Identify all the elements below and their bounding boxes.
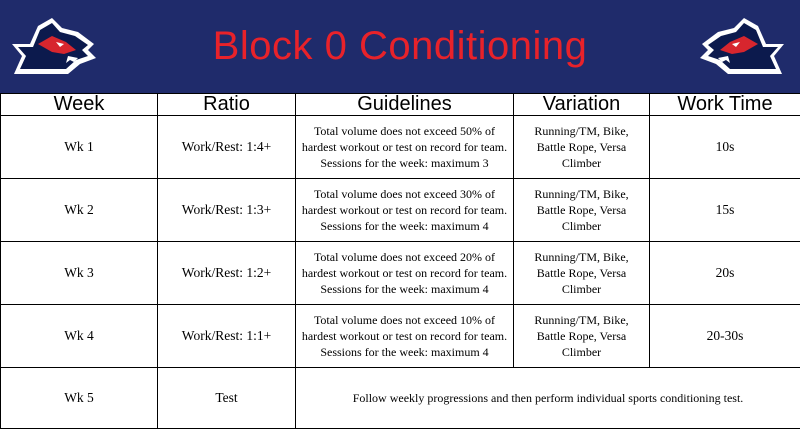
variation-line: Battle Rope, Versa <box>536 329 627 343</box>
ratio-cell: Work/Rest: 1:3+ <box>158 179 296 242</box>
guideline-line: hardest workout or test on record for team. <box>301 203 508 217</box>
variation-line: Battle Rope, Versa <box>536 203 627 217</box>
week-cell: Wk 4 <box>1 305 158 368</box>
work-time-cell: 20s <box>650 242 800 305</box>
table-row <box>1 179 800 242</box>
column-header-variation: Variation <box>514 94 650 116</box>
variation-line: Climber <box>561 156 602 170</box>
header-banner <box>0 0 800 93</box>
variation-line: Climber <box>561 219 602 233</box>
week-cell: Wk 1 <box>1 116 158 179</box>
guideline-line: Total volume does not exceed 30% of <box>313 187 496 201</box>
column-header-guidelines: Guidelines <box>296 94 514 116</box>
variation-line: Running/TM, Bike, <box>534 313 629 327</box>
guideline-line: Total volume does not exceed 20% of <box>313 250 496 264</box>
ratio-cell: Work/Rest: 1:1+ <box>158 305 296 368</box>
table-header-row <box>1 94 800 116</box>
week-cell: Wk 5 <box>1 368 158 429</box>
variation-line: Running/TM, Bike, <box>534 124 629 138</box>
work-time-cell: 10s <box>650 116 800 179</box>
variation-line: Battle Rope, Versa <box>536 266 627 280</box>
column-header-week: Week <box>1 94 158 116</box>
table-row <box>1 368 800 429</box>
guidelines-cell <box>296 305 514 368</box>
guideline-line: Total volume does not exceed 50% of <box>313 124 496 138</box>
work-time-cell: 15s <box>650 179 800 242</box>
variation-line: Climber <box>561 282 602 296</box>
week-cell: Wk 2 <box>1 179 158 242</box>
variation-line: Running/TM, Bike, <box>534 250 629 264</box>
ratio-cell: Work/Rest: 1:4+ <box>158 116 296 179</box>
conditioning-table <box>0 93 800 429</box>
table-row <box>1 116 800 179</box>
table-row <box>1 242 800 305</box>
guidelines-cell <box>296 179 514 242</box>
guideline-line: Sessions for the week: maximum 4 <box>320 282 489 296</box>
table-row <box>1 305 800 368</box>
page-title: Block 0 Conditioning <box>212 24 588 68</box>
variation-line: Battle Rope, Versa <box>536 140 627 154</box>
husky-logo-icon <box>694 14 788 80</box>
ratio-cell: Work/Rest: 1:2+ <box>158 242 296 305</box>
column-header-ratio: Ratio <box>158 94 296 116</box>
ratio-cell: Test <box>158 368 296 429</box>
test-note-cell: Follow weekly progressions and then perform individual sports conditioning test. <box>296 368 800 429</box>
variation-line: Climber <box>561 345 602 359</box>
guideline-line: hardest workout or test on record for team. <box>301 266 508 280</box>
guideline-line: Sessions for the week: maximum 3 <box>320 156 489 170</box>
guideline-line: hardest workout or test on record for team. <box>301 329 508 343</box>
guideline-line: hardest workout or test on record for team. <box>301 140 508 154</box>
column-header-work-time: Work Time <box>650 94 800 116</box>
guideline-line: Sessions for the week: maximum 4 <box>320 345 489 359</box>
guidelines-cell <box>296 242 514 305</box>
week-cell: Wk 3 <box>1 242 158 305</box>
work-time-cell: 20-30s <box>650 305 800 368</box>
guideline-line: Sessions for the week: maximum 4 <box>320 219 489 233</box>
variation-cell <box>514 179 650 242</box>
variation-cell <box>514 305 650 368</box>
guideline-line: Total volume does not exceed 10% of <box>313 313 496 327</box>
variation-line: Running/TM, Bike, <box>534 187 629 201</box>
variation-cell <box>514 116 650 179</box>
guidelines-cell <box>296 116 514 179</box>
variation-cell <box>514 242 650 305</box>
